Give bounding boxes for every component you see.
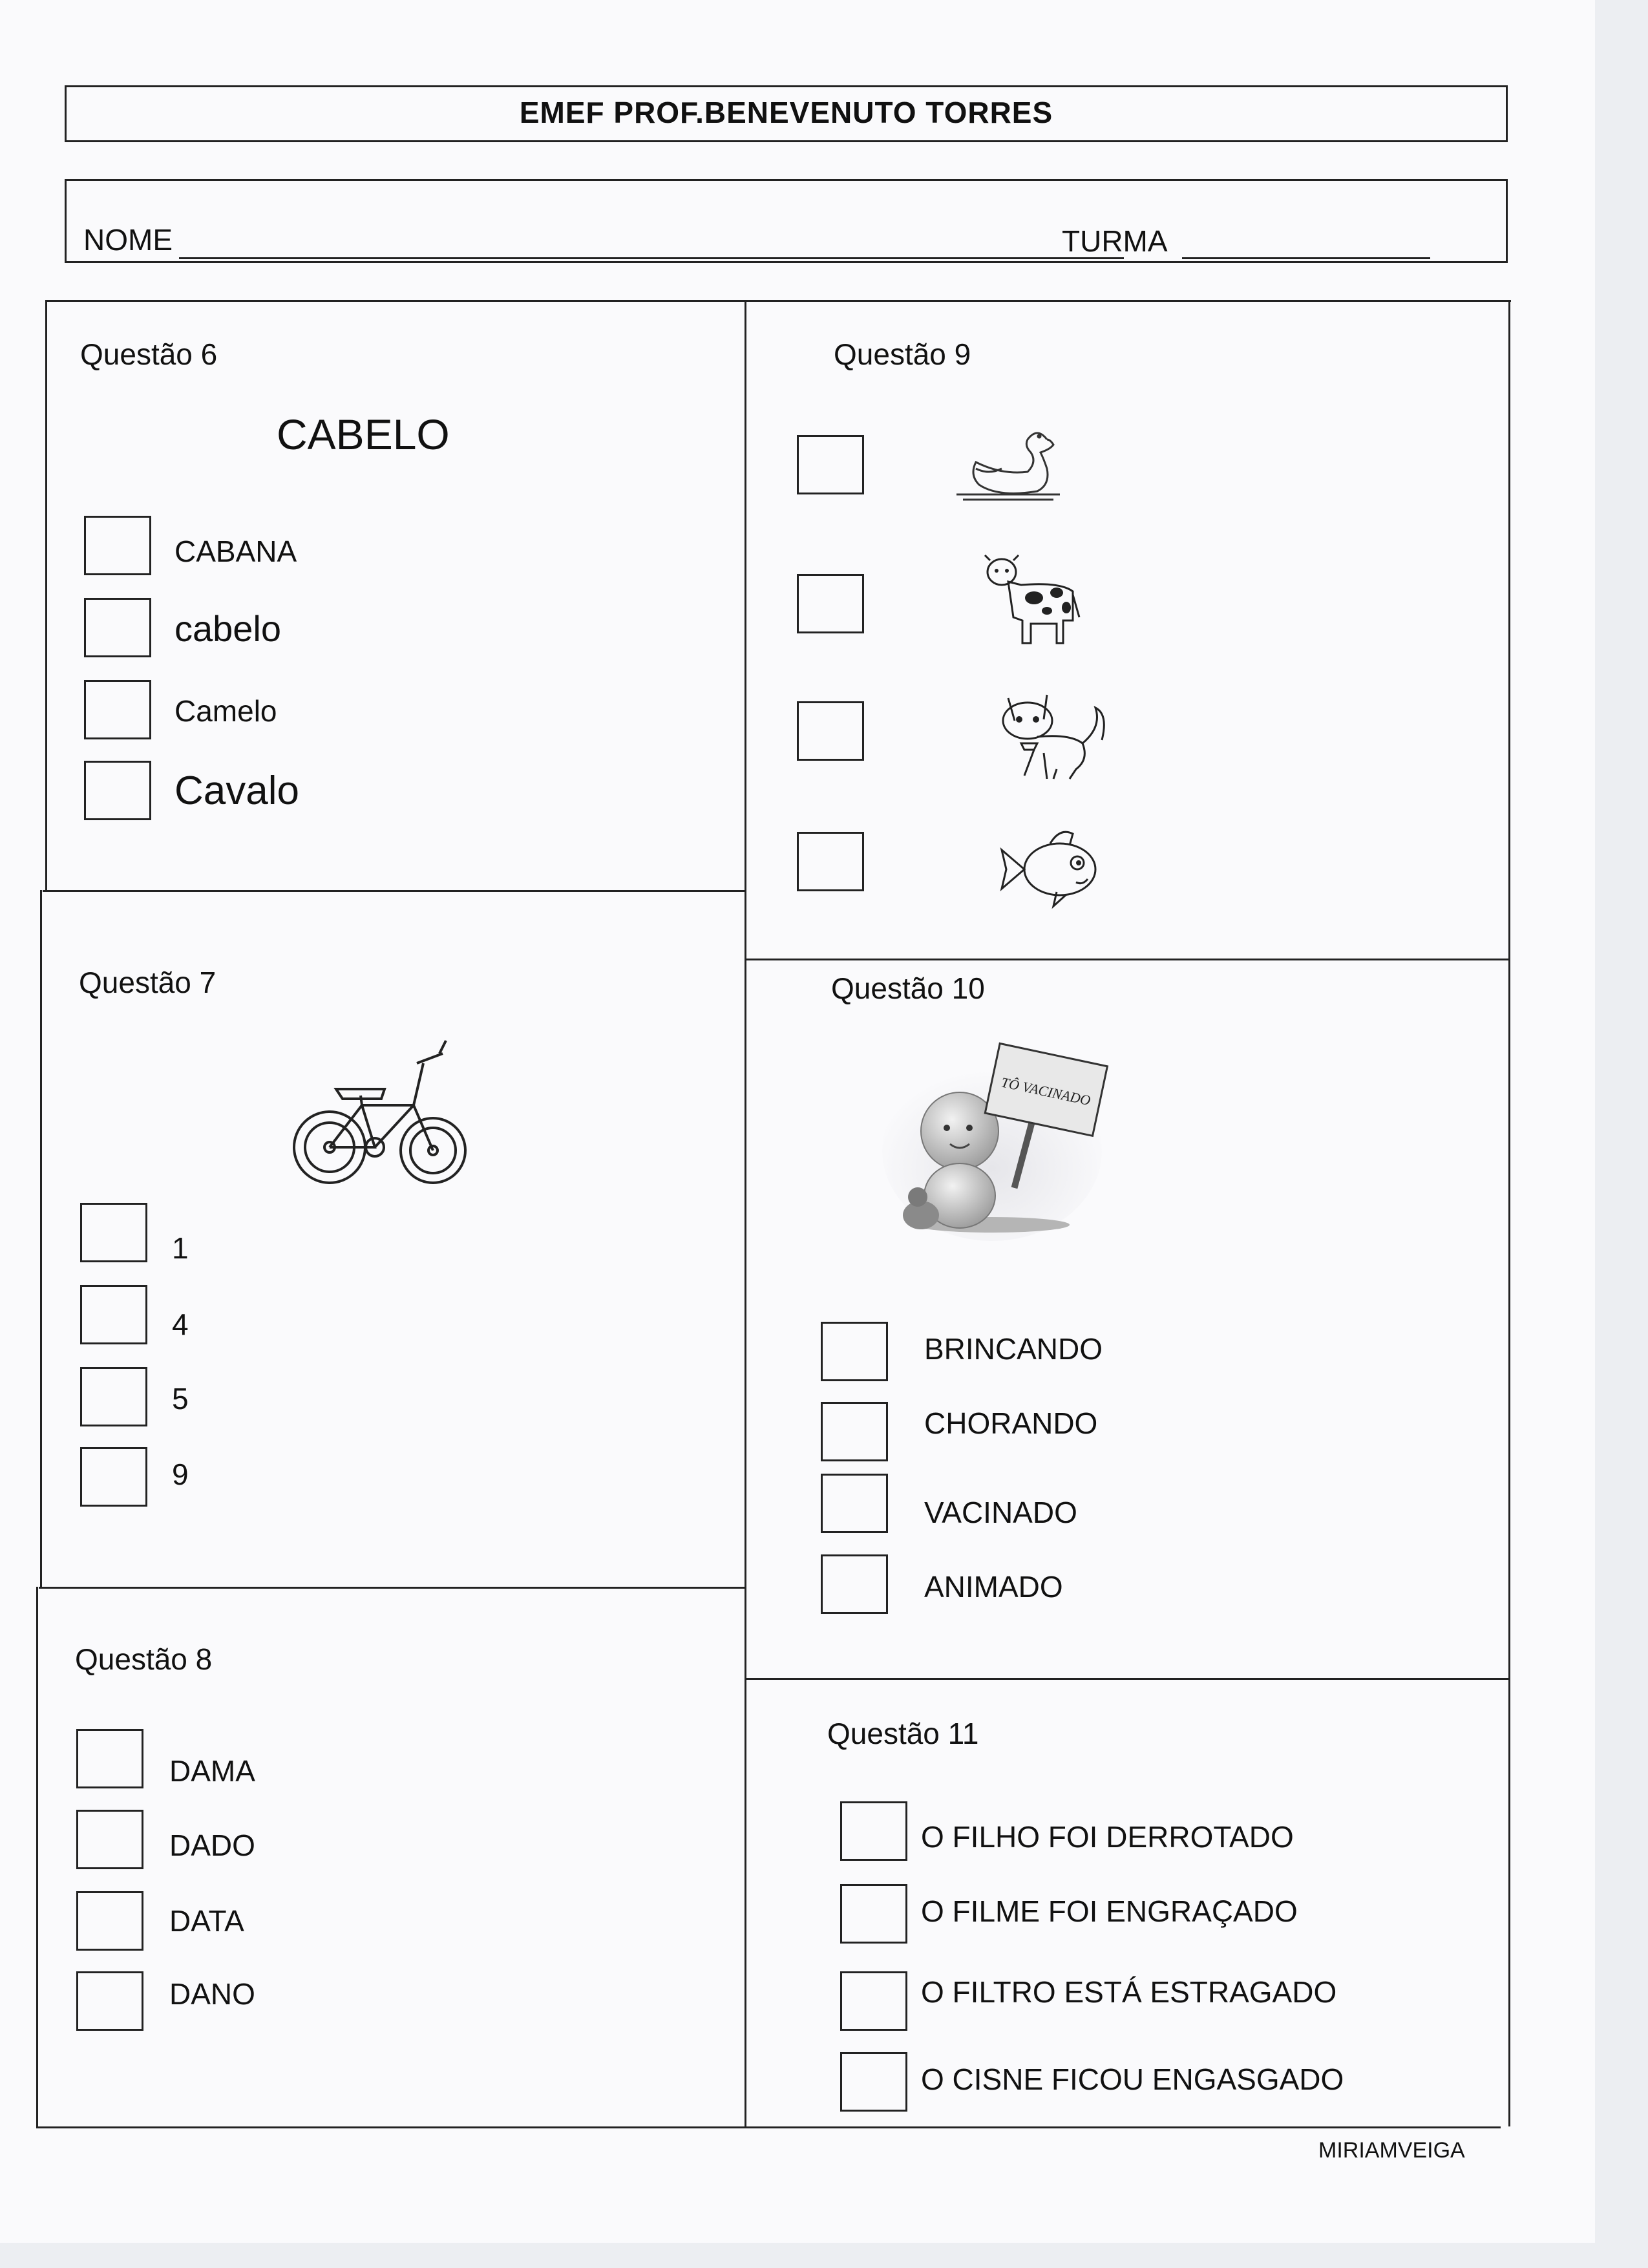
q11-checkbox-4[interactable] bbox=[840, 2052, 907, 2112]
q10-option-4: ANIMADO bbox=[924, 1570, 1063, 1604]
divider-q9-q10 bbox=[745, 959, 1510, 960]
grid-left-border-2 bbox=[40, 890, 42, 1588]
q6-checkbox-3[interactable] bbox=[84, 680, 151, 739]
q10-checkbox-3[interactable] bbox=[821, 1474, 888, 1533]
q6-target-word: CABELO bbox=[277, 410, 450, 458]
grid-top-border bbox=[45, 300, 1511, 302]
q11-option-3: O FILTRO ESTÁ ESTRAGADO bbox=[921, 1975, 1337, 2009]
q8-checkbox-1[interactable] bbox=[76, 1729, 143, 1788]
class-label: TURMA bbox=[1062, 224, 1168, 258]
divider-q6-q7 bbox=[43, 890, 746, 892]
q9-checkbox-3[interactable] bbox=[797, 701, 864, 761]
q10-option-3: VACINADO bbox=[924, 1496, 1077, 1529]
grid-bottom-border bbox=[36, 2126, 1501, 2128]
q11-checkbox-3[interactable] bbox=[840, 1971, 907, 2031]
author-credit: MIRIAMVEIGA bbox=[1318, 2138, 1465, 2163]
q8-option-2: DADO bbox=[169, 1828, 255, 1862]
q10-sign-text: TÔ VACINADO bbox=[999, 1074, 1092, 1109]
scan-edge-shadow bbox=[1595, 0, 1648, 2268]
q9-checkbox-1[interactable] bbox=[797, 435, 864, 494]
q7-option-3: 5 bbox=[172, 1382, 189, 1415]
q7-checkbox-2[interactable] bbox=[80, 1285, 147, 1344]
scan-bottom-shadow bbox=[0, 2243, 1648, 2268]
q9-title: Questão 9 bbox=[834, 337, 971, 371]
grid-left-border-3 bbox=[36, 1587, 38, 2128]
q7-checkbox-1[interactable] bbox=[80, 1203, 147, 1262]
q6-option-4: Cavalo bbox=[174, 768, 299, 813]
cat-icon bbox=[998, 688, 1115, 782]
q11-checkbox-2[interactable] bbox=[840, 1884, 907, 1944]
q6-checkbox-2[interactable] bbox=[84, 598, 151, 657]
grid-middle-divider bbox=[745, 300, 746, 2126]
q11-option-4: O CISNE FICOU ENGASGADO bbox=[921, 2062, 1344, 2096]
q6-option-1: CABANA bbox=[174, 535, 297, 568]
q6-checkbox-4[interactable] bbox=[84, 761, 151, 820]
q6-title: Questão 6 bbox=[80, 337, 218, 371]
q11-title: Questão 11 bbox=[827, 1717, 979, 1750]
q7-option-2: 4 bbox=[172, 1308, 189, 1341]
q8-option-1: DAMA bbox=[169, 1754, 255, 1788]
divider-q10-q11 bbox=[745, 1678, 1510, 1680]
q7-option-1: 1 bbox=[172, 1231, 189, 1265]
q11-option-2: O FILME FOI ENGRAÇADO bbox=[921, 1894, 1298, 1928]
q6-option-3: Camelo bbox=[174, 694, 277, 728]
divider-q7-q8 bbox=[39, 1587, 746, 1589]
q6-checkbox-1[interactable] bbox=[84, 516, 151, 575]
q7-title: Questão 7 bbox=[79, 966, 217, 999]
cow-icon bbox=[982, 546, 1086, 650]
q10-option-2: CHORANDO bbox=[924, 1406, 1098, 1440]
q8-checkbox-2[interactable] bbox=[76, 1810, 143, 1869]
student-info-box bbox=[65, 179, 1508, 263]
q11-option-1: O FILHO FOI DERROTADO bbox=[921, 1820, 1294, 1854]
q8-checkbox-4[interactable] bbox=[76, 1971, 143, 2031]
q10-checkbox-1[interactable] bbox=[821, 1322, 888, 1381]
fish-icon bbox=[998, 827, 1102, 911]
duck-icon bbox=[950, 423, 1066, 507]
q8-title: Questão 8 bbox=[75, 1642, 213, 1676]
q8-option-4: DANO bbox=[169, 1977, 255, 2011]
q9-checkbox-4[interactable] bbox=[797, 832, 864, 891]
name-label: NOME bbox=[83, 223, 173, 257]
school-name: EMEF PROF.BENEVENUTO TORRES bbox=[519, 96, 1053, 129]
q7-checkbox-4[interactable] bbox=[80, 1447, 147, 1507]
school-header bbox=[65, 85, 1508, 142]
q8-option-3: DATA bbox=[169, 1904, 244, 1938]
grid-right-border bbox=[1508, 300, 1510, 2126]
bicycle-icon bbox=[284, 1034, 472, 1196]
name-field[interactable] bbox=[179, 257, 1124, 259]
vaccinated-baby-icon bbox=[882, 1047, 1115, 1241]
q10-title: Questão 10 bbox=[831, 971, 985, 1005]
class-field[interactable] bbox=[1182, 257, 1430, 259]
q7-option-4: 9 bbox=[172, 1457, 189, 1491]
grid-left-border-1 bbox=[45, 300, 47, 890]
q10-option-1: BRINCANDO bbox=[924, 1332, 1103, 1366]
q10-checkbox-4[interactable] bbox=[821, 1554, 888, 1614]
q9-checkbox-2[interactable] bbox=[797, 574, 864, 633]
q11-checkbox-1[interactable] bbox=[840, 1801, 907, 1861]
q7-checkbox-3[interactable] bbox=[80, 1367, 147, 1426]
q10-checkbox-2[interactable] bbox=[821, 1402, 888, 1461]
q8-checkbox-3[interactable] bbox=[76, 1891, 143, 1951]
q6-option-2: cabelo bbox=[174, 608, 282, 649]
